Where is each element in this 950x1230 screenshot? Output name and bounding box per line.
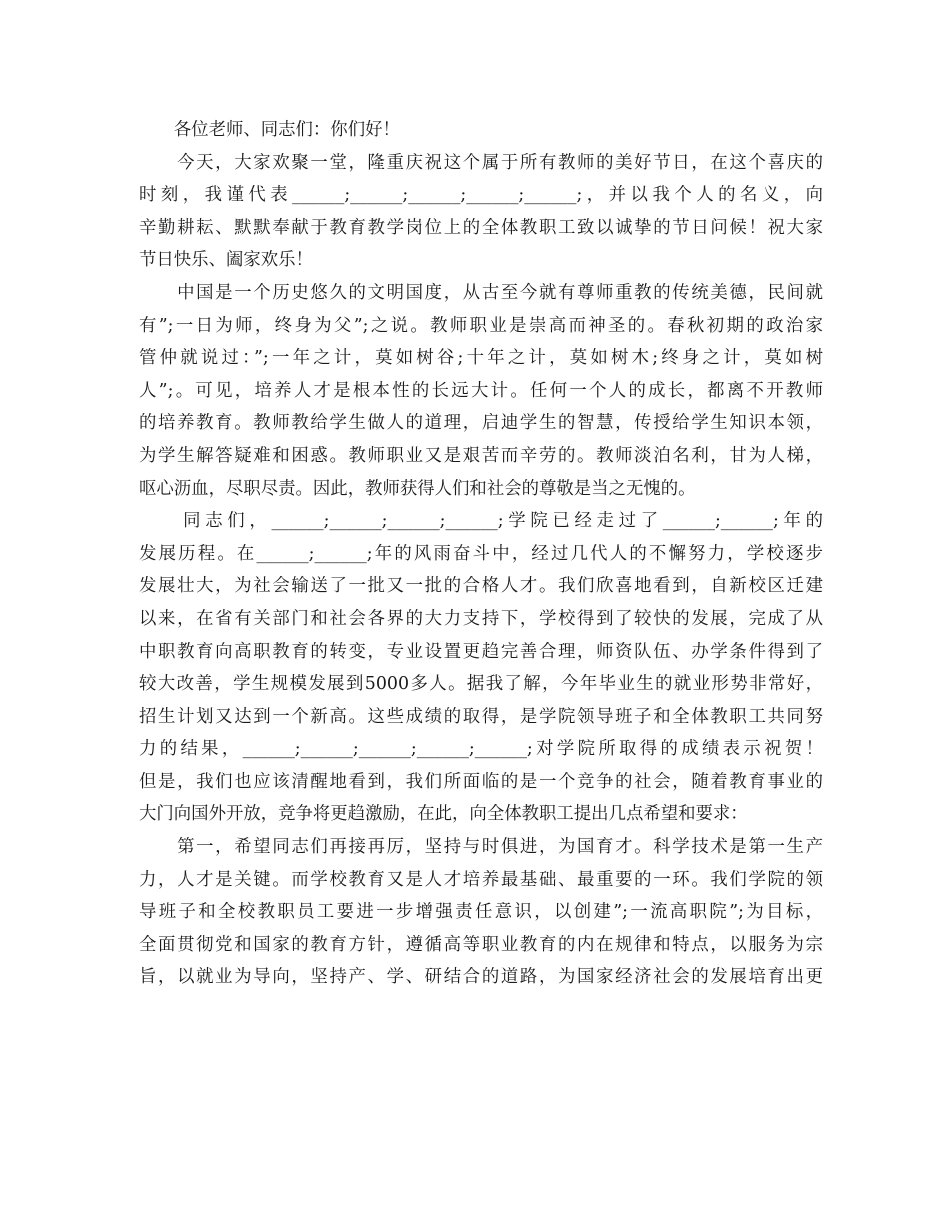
text-line: 呕心沥血，尽职尽责。因此，教师获得人们和社会的尊敬是当之无愧的。 xyxy=(139,478,696,499)
text-line: 有”;一日为师，终身为父”;之说。教师职业是崇高而神圣的。春秋初期的政治家 xyxy=(139,315,823,336)
text-line: 节日快乐、阖家欢乐！ xyxy=(139,250,313,271)
text-line: 同志们，______;______;______;______;学院已经走过了______;______;年的 xyxy=(139,511,823,532)
text-line: 管仲就说过：”;一年之计，莫如树谷;十年之计，莫如树木;终身之计，莫如树 xyxy=(139,348,823,369)
text-line: 的培养教育。教师教给学生做人的道理，启迪学生的智慧，传授给学生知识本领， xyxy=(139,413,823,434)
text-line: 今天，大家欢聚一堂，隆重庆祝这个属于所有教师的美好节日，在这个喜庆的 xyxy=(139,152,823,173)
text-line: 导班子和全校教职员工要进一步增强责任意识，以创建”;一流高职院”;为目标， xyxy=(139,902,823,923)
text-line: 发展历程。在______;______;年的风雨奋斗中，经过几代人的不懈努力，学校逐步 xyxy=(139,543,823,564)
text-line: 招生计划又达到一个新高。这些成绩的取得，是学院领导班子和全体教职工共同努 xyxy=(139,706,823,727)
text-line: 全面贯彻党和国家的教育方针，遵循高等职业教育的内在规律和特点，以服务为宗 xyxy=(139,934,823,955)
text-line: 时刻，我谨代表______;______;______;______;______;，并以我个人的名义，向 xyxy=(139,185,823,206)
text-line: 为学生解答疑难和困惑。教师职业又是艰苦而辛劳的。教师淡泊名利，甘为人梯， xyxy=(139,445,823,466)
text-line: 以来，在省有关部门和社会各界的大力支持下，学校得到了较快的发展，完成了从 xyxy=(139,608,823,629)
text-line: 力的结果，______;______;______;______;______;对学院所取得的成绩表示祝贺！ xyxy=(139,739,823,760)
text-line: 辛勤耕耘、默默奉献于教育教学岗位上的全体教职工致以诚挚的节日问候！祝大家 xyxy=(139,217,823,238)
text-line: 但是，我们也应该清醒地看到，我们所面临的是一个竞争的社会，随着教育事业的 xyxy=(139,771,823,792)
text-line: 中职教育向高职教育的转变，专业设置更趋完善合理，师资队伍、办学条件得到了 xyxy=(139,641,823,662)
text-line: 力，人才是关键。而学校教育又是人才培养最基础、最重要的一环。我们学院的领 xyxy=(139,869,823,890)
text-line: 人”;。可见，培养人才是根本性的长远大计。任何一个人的成长，都离不开教师 xyxy=(139,380,823,401)
text-line: 较大改善，学生规模发展到5000多人。据我了解，今年毕业生的就业形势非常好， xyxy=(139,674,823,695)
text-line: 旨，以就业为导向，坚持产、学、研结合的道路，为国家经济社会的发展培育出更 xyxy=(139,967,823,988)
text-line: 发展壮大，为社会输送了一批又一批的合格人才。我们欣喜地看到，自新校区迁建 xyxy=(139,576,823,597)
document-body xyxy=(139,114,823,994)
text-line: 各位老师、同志们：你们好！ xyxy=(139,120,400,140)
text-line: 大门向国外开放，竞争将更趋激励，在此，向全体教职工提出几点希望和要求： xyxy=(139,804,748,825)
text-line: 第一，希望同志们再接再厉，坚持与时俱进，为国育才。科学技术是第一生产 xyxy=(139,837,823,858)
text-line: 中国是一个历史悠久的文明国度，从古至今就有尊师重教的传统美德，民间就 xyxy=(139,282,823,303)
